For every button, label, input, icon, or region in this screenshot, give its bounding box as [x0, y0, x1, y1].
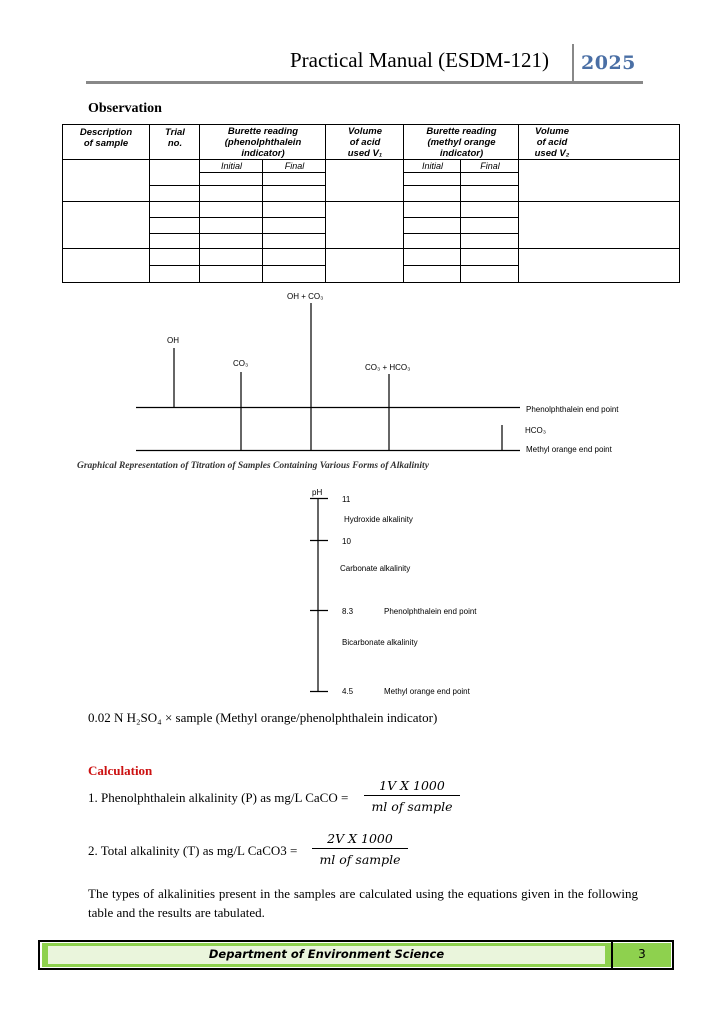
col-burette-methyl-header: Burette reading (methyl orange indicator)	[426, 126, 497, 159]
col-description-header: Description of sample	[79, 127, 133, 149]
label-ph-4-5: 4.5	[342, 687, 354, 696]
label-hco3: HCO₃	[525, 426, 547, 435]
equation-2-denominator: ml of sample	[319, 852, 401, 867]
label-ph-10: 10	[342, 537, 351, 546]
label-methyl-end: Methyl orange end point	[526, 445, 612, 454]
ph-scale-diagram	[280, 486, 580, 706]
graph-caption: Graphical Representation of Titration of Samples Containing Various Forms of Alkalinity	[77, 461, 429, 471]
reagent-line: 0.02 N H₂SO₄ × sample (Methyl orange/phenolphthalein indicator)	[88, 710, 438, 725]
footer-department: Department of Environment Science	[208, 947, 445, 961]
final-label-2: Final	[480, 161, 500, 171]
observation-heading: Observation	[88, 101, 162, 116]
equation-1-fraction	[364, 778, 460, 814]
initial-label-2: Initial	[421, 161, 443, 171]
observation-table	[62, 124, 680, 283]
label-ph: pH	[312, 488, 323, 497]
final-label-1: Final	[284, 161, 305, 171]
header-rule	[86, 81, 643, 84]
equation-2-numerator: 2V X 1000	[312, 831, 408, 849]
label-ph-11: 11	[342, 495, 351, 504]
label-ph-8-3: 8.3	[342, 607, 354, 616]
label-hydroxide: Hydroxide alkalinity	[344, 515, 413, 524]
col-volume-v2-header: Volume of acid used V₂	[534, 126, 570, 159]
equation-2-text: 2. Total alkalinity (T) as mg/L CaCO3 =	[88, 843, 298, 858]
equation-1-text: 1. Phenolphthalein alkalinity (P) as mg/L CaCO =	[88, 790, 349, 805]
label-co3: CO₃	[233, 359, 249, 368]
initial-label-1: Initial	[220, 161, 242, 171]
label-phenol-end: Phenolphthalein end point	[526, 405, 619, 414]
calculation-heading: Calculation	[88, 763, 153, 778]
header-divider	[572, 44, 574, 84]
ph-scale-lines	[280, 486, 580, 706]
page-header-title: Practical Manual (ESDM-121)	[290, 48, 549, 72]
col-burette-phenol-header: Burette reading (phenolphthalein indicator)	[224, 126, 302, 159]
label-co3-hco3: CO₃ + HCO₃	[365, 363, 411, 372]
equation-2-fraction	[312, 831, 408, 867]
label-oh: OH	[167, 336, 179, 345]
titration-graph	[70, 288, 660, 458]
titration-graph-lines	[70, 288, 660, 458]
col-trial-header: Trial no.	[165, 127, 185, 149]
body-paragraph: The types of alkalinities present in the samples are calculated using the equations given in the following table and the results are tabulated.	[88, 886, 638, 920]
header-year: 2025	[581, 52, 636, 74]
equation-1-denominator: ml of sample	[371, 799, 453, 814]
label-oh-co3: OH + CO₃	[287, 292, 324, 301]
label-carbonate: Carbonate alkalinity	[340, 564, 411, 573]
label-methyl-end-2: Methyl orange end point	[384, 687, 470, 696]
label-bicarbonate: Bicarbonate alkalinity	[342, 638, 418, 647]
equation-1-numerator: 1V X 1000	[364, 778, 460, 796]
label-phenol-end-2: Phenolphthalein end point	[384, 607, 477, 616]
page-number: 3	[638, 947, 646, 961]
col-volume-v1-header: Volume of acid used V₁	[347, 126, 383, 159]
